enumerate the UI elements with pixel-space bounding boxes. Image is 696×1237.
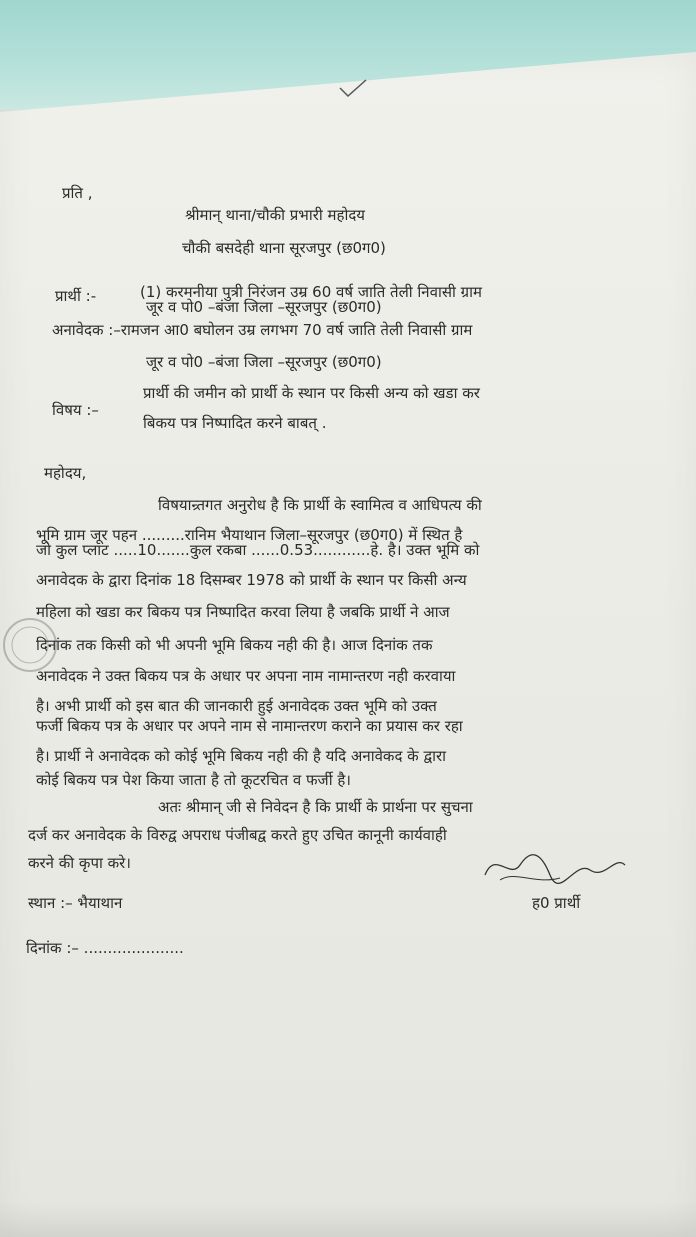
to-line: प्रति , — [62, 184, 93, 202]
respondent-line-2: जूर व पो0 –बंजा जिला –सूरजपुर (छ0ग0) — [146, 353, 382, 371]
signature-scrawl — [480, 840, 630, 900]
body-line: अनावेदक के द्वारा दिनांक 18 दिसम्बर 1978 को प्रार्थी के स्थान पर किसी अन्य — [36, 571, 467, 589]
check-mark-icon — [338, 78, 368, 100]
scan-shadow — [0, 1200, 696, 1237]
subject-line-1: प्रार्थी की जमीन को प्रार्थी के स्थान पर किसी अन्य को खडा कर — [143, 384, 480, 402]
body-line: महिला को खडा कर बिकय पत्र निष्पादित करवा लिया है जबकि प्रार्थी ने आज — [36, 603, 450, 621]
faded-stamp — [0, 615, 80, 675]
place-line: स्थान :– भैयाथान — [28, 894, 123, 912]
body-line: विषयान्र्तगत अनुरोध है कि प्रार्थी के स्वामित्व व आधिपत्य की — [158, 496, 482, 514]
request-line: अतः श्रीमान् जी से निवेदन है कि प्रार्थी के प्रार्थना पर सुचना — [158, 798, 473, 816]
body-line: कोई बिकय पत्र पेश किया जाता है तो कूटरचित व फर्जी है। — [36, 771, 351, 789]
body-line: फर्जी बिकय पत्र के अधार पर अपने नाम से नामान्तरण कराने का प्रयास कर रहा — [36, 717, 463, 735]
request-line: दर्ज कर अनावेदक के विरुद्व अपराध पंजीबद्व करते हुए उचित कानूनी कार्यवाही — [28, 826, 447, 844]
request-line: करने की कृपा करे। — [28, 854, 131, 872]
salutation: महोदय, — [44, 464, 87, 482]
body-line: अनावेदक ने उक्त बिकय पत्र के अधार पर अपना नाम नामान्तरण नही करवाया — [36, 667, 456, 685]
subject-line-2: बिकय पत्र निष्पादित करने बाबत् . — [143, 414, 327, 432]
respondent-line-1: अनावेदक :–रामजन आ0 बघोलन उम्र लगभग 70 वर्ष जाति तेली निवासी ग्राम — [52, 321, 473, 339]
body-line: भूमि ग्राम जूर पहन .........रानिम भैयाथान जिला–सूरजपुर (छ0ग0) में स्थित है — [36, 526, 463, 544]
signature-label: ह0 प्रार्थी — [532, 894, 581, 912]
addressee-line-2: चौकी बसदेही थाना सूरजपुर (छ0ग0) — [182, 239, 386, 257]
body-line: है। प्रार्थी ने अनावेदक को कोई भूमि बिकय नही की है यदि अनावेकद के द्वारा — [36, 747, 447, 765]
addressee-line-1: श्रीमान् थाना/चौकी प्रभारी महोदय — [185, 206, 366, 224]
body-line: दिनांक तक किसी को भी अपनी भूमि बिकय नही की है। आज दिनांक तक — [36, 636, 433, 654]
body-line: जो कुल प्लाट .....10.......कुल रकबा ......0.53............हे. है। उक्त भूमि को — [36, 541, 480, 559]
date-line: दिनांक :– ..................... — [26, 939, 184, 957]
subject-label: विषय :– — [52, 401, 99, 419]
body-line: है। अभी प्रार्थी को इस बात की जानकारी हुई अनावेदक उक्त भूमि को उक्त — [36, 697, 437, 715]
applicant-line-1: (1) करमनीया पुत्री निरंजन उम्र 60 वर्ष जाति तेली निवासी ग्राम — [140, 283, 482, 301]
applicant-line-2: जूर व पो0 –बंजा जिला –सूरजपुर (छ0ग0) — [146, 298, 382, 316]
applicant-label: प्रार्थी :- — [55, 287, 97, 305]
